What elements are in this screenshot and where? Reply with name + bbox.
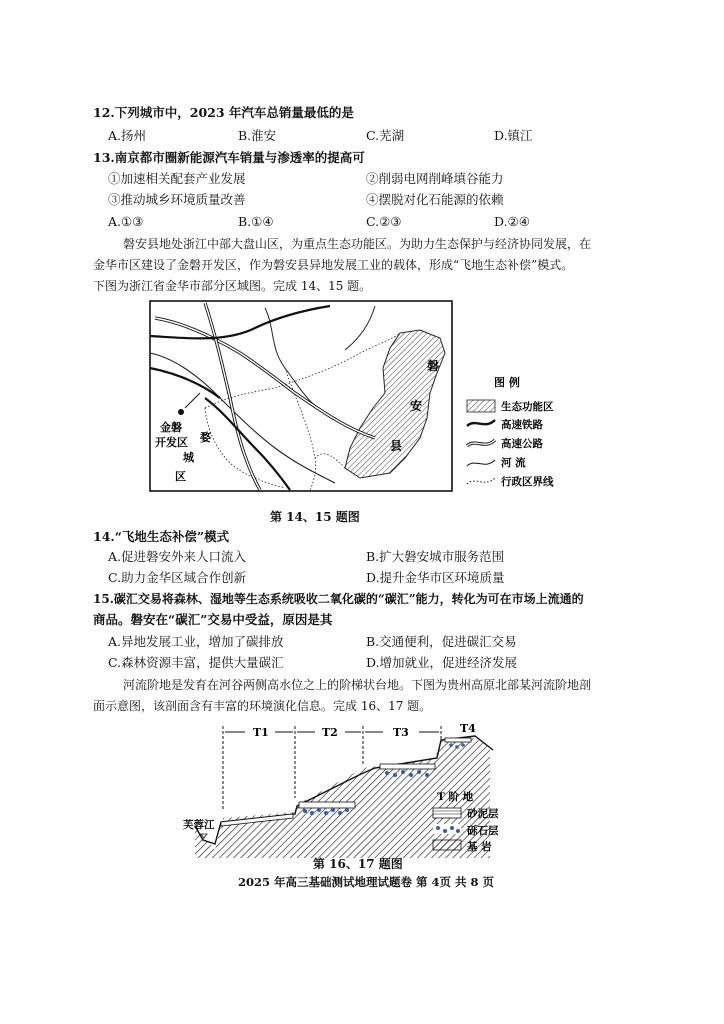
q15-stem-line-1: 15.碳汇交易将森林、湿地等生态系统吸收二氧化碳的“碳汇”能力，转化为可在市场上流通的	[93, 592, 584, 606]
legend-hsr-label: 高速铁路	[501, 419, 543, 431]
q13-item-1: ①加速相关配套产业发展	[108, 171, 246, 186]
profile-legend-terrace: T 阶 地	[437, 791, 474, 803]
q14-stem: 14.“飞地生态补偿”模式	[93, 529, 230, 544]
t2-sand-mud-layer	[299, 802, 355, 808]
label-pan: 磐	[427, 359, 440, 373]
q13-option-d: D.②④	[494, 214, 530, 229]
page-footer: 2025 年高三基础测试地理试题卷 第 4页 共 8 页	[238, 875, 495, 889]
legend-hsr-swatch	[467, 420, 495, 426]
q15-option-b: B.交通便利，促进碳汇交易	[366, 634, 517, 649]
label-qu: 区	[175, 470, 186, 483]
legend-ecological-swatch	[467, 400, 495, 412]
passage1-line-2: 金华市区建设了金磐开发区，作为磐安县异地发展工业的载体，形成“飞地生态补偿”模式。	[93, 258, 574, 272]
q14-option-d: D.提升金华市区环境质量	[366, 570, 505, 585]
q13-option-a: A.①③	[108, 214, 144, 229]
q14-option-c: C.助力金华区域合作创新	[108, 570, 247, 585]
t3-sand-mud-layer	[380, 764, 435, 769]
passage1-line-3: 下图为浙江省金华市部分区域图。完成 14、15 题。	[93, 279, 372, 293]
q14-option-a: A.促进磐安外来人口流入	[108, 549, 247, 564]
profile-caption: 第 16、17 题图	[313, 857, 403, 871]
label-jinpan: 金磐	[160, 421, 182, 434]
t4-sand-mud-layer	[445, 738, 471, 742]
jinpan-zone-dot	[178, 409, 184, 415]
q12-option-d: D.镇江	[494, 128, 533, 143]
q12-option-a: A.扬州	[108, 128, 147, 143]
terrace-t4-label: T4	[460, 722, 476, 735]
legend-gravel-swatch	[433, 824, 461, 834]
q13-item-2: ②削弱电网削峰填谷能力	[366, 171, 504, 186]
map-legend-title: 图 例	[494, 376, 520, 389]
label-kaifaqu: 开发区	[155, 436, 188, 449]
q12-option-b: B.淮安	[238, 128, 277, 143]
q15-option-d: D.增加就业，促进经济发展	[366, 655, 518, 670]
legend-bedrock-swatch	[433, 840, 461, 850]
label-an: 安	[410, 399, 423, 413]
q13-option-c: C.②③	[366, 214, 402, 229]
q13-item-3: ③推动城乡环境质量改善	[108, 192, 246, 207]
label-xian: 县	[390, 439, 403, 453]
q15-option-c: C.森林资源丰富，提供大量碳汇	[108, 655, 284, 670]
legend-sand-mud-swatch	[433, 808, 461, 818]
q13-option-b: B.①④	[238, 214, 274, 229]
legend-ecological-label: 生态功能区	[501, 401, 554, 413]
jinhua-region-map	[145, 298, 565, 498]
q12-option-c: C.芜湖	[366, 128, 405, 143]
profile-legend-sand-mud: 砂泥层	[467, 808, 499, 820]
river-label: 芙蓉江	[183, 819, 215, 831]
q15-stem-line-2: 商品。磐安在“碳汇”交易中受益，原因是其	[93, 612, 333, 627]
q13-stem: 13.南京都市圈新能源汽车销量与渗透率的提高可	[93, 150, 365, 165]
q15-option-a: A.异地发展工业，增加了碳排放	[108, 634, 284, 649]
passage2-line-1: 河流阶地是发育在河谷两侧高水位之上的阶梯状台地。下图为贵州高原北部某河流阶地剖	[123, 678, 592, 692]
label-cheng: 城	[183, 451, 194, 464]
profile-legend-gravel: 砾石层	[467, 825, 499, 837]
river-terrace-profile	[175, 718, 555, 858]
label-wu: 婺	[200, 431, 211, 444]
terrace-t2-label: T2	[322, 726, 338, 739]
passage1-line-1: 磐安县地处浙江中部大盘山区，为重点生态功能区。为助力生态保护与经济协同发展，在	[123, 237, 592, 251]
q12-stem: 12.下列城市中，2023 年汽车总销量最低的是	[93, 105, 354, 120]
terrace-t3-label: T3	[393, 726, 409, 739]
legend-expressway-label: 高速公路	[501, 438, 543, 450]
passage2-line-2: 面示意图，该剖面含有丰富的环境演化信息。完成 16、17 题。	[93, 699, 432, 713]
legend-river-label: 河 流	[501, 457, 526, 469]
legend-boundary-label: 行政区界线	[501, 476, 554, 488]
legend-boundary-swatch	[467, 478, 495, 484]
map-caption: 第 14、15 题图	[270, 510, 360, 524]
profile-legend-bedrock: 基 岩	[467, 841, 492, 853]
legend-river-swatch	[467, 460, 495, 466]
q13-item-4: ④摆脱对化石能源的依赖	[366, 192, 504, 207]
terrace-t1-label: T1	[253, 726, 269, 739]
q14-option-b: B.扩大磐安城市服务范围	[366, 549, 505, 564]
